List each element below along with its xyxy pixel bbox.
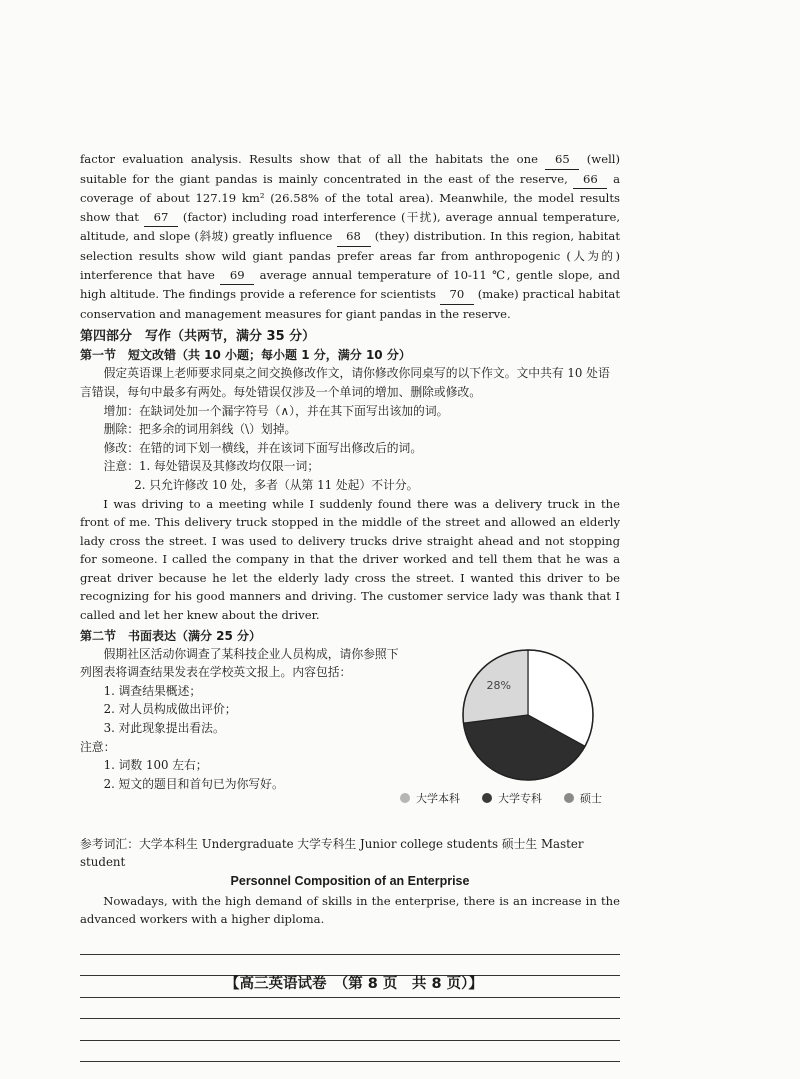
chart-legend xyxy=(400,790,630,806)
instruction: 2. 只允许修改 10 处，多者（从第 11 处起）不计分。 xyxy=(134,477,419,492)
legend-swatch xyxy=(482,793,492,803)
passage-text: a coverage of about 127.19 km² (26.58% of the total area). Meanwhile, the model results show that xyxy=(80,171,621,224)
pie-chart xyxy=(410,645,640,785)
blank-66[interactable]: 66 xyxy=(573,170,607,190)
legend-swatch xyxy=(400,793,410,803)
passage-text: (well) suitable for the giant pandas is mainly concentrated in the east of the reserve, xyxy=(80,152,621,186)
answer-line[interactable] xyxy=(80,933,620,955)
composition-title: Personnel Composition of an Enterprise xyxy=(230,873,470,888)
instruction: 假定英语课上老师要求同桌之间交换修改作文，请你修改你同桌写的以下作文。文中共有 10 处语言错误，每句中最多有两处。每处错误仅涉及一个单词的增加、删除或修改。 xyxy=(80,366,610,399)
note-item: 1. 词数 100 左右； xyxy=(103,758,208,773)
blank-68[interactable]: 68 xyxy=(337,227,371,247)
note-label: 注意： xyxy=(80,739,116,754)
legend-item xyxy=(400,790,460,806)
answer-lines[interactable] xyxy=(80,933,620,1062)
legend-item xyxy=(482,790,542,806)
passage-text: (make) practical habitat conservation and management measures for giant pandas in the reserve. xyxy=(80,287,621,321)
passage-text: factor evaluation analysis. Results show that of all the habitats the one xyxy=(80,152,538,166)
blank-65[interactable]: 65 xyxy=(545,150,579,170)
passage-text: (they) distribution. In this region, habitat selection results show wild giant pandas prefer areas far from anthropogenic (人为的) interference that have xyxy=(80,229,621,282)
note-item: 2. 短文的题目和首句已为你写好。 xyxy=(103,776,284,791)
passage-text: (factor) including road interference (干扰), average annual temperature, altitude, and slope (斜坡) greatly influence xyxy=(80,209,621,244)
legend-label: 硕士 xyxy=(580,791,602,805)
legend-label: 大学本科 xyxy=(416,791,460,805)
pie-slice-label: 28% xyxy=(486,678,511,692)
blank-67[interactable]: 67 xyxy=(144,208,178,228)
blank-69[interactable]: 69 xyxy=(220,266,254,286)
task-point: 1. 调查结果概述； xyxy=(103,683,202,698)
legend-swatch xyxy=(564,793,574,803)
exam-page xyxy=(80,150,620,1062)
answer-line[interactable] xyxy=(80,998,620,1020)
passage-text: average annual temperature of 10-11 ℃, gentle slope, and high altitude. The findings provide a reference for scientists xyxy=(80,267,620,302)
reading-passage xyxy=(80,150,620,323)
legend-label: 大学专科 xyxy=(498,791,542,805)
writing-task xyxy=(80,645,620,835)
blank-70[interactable]: 70 xyxy=(440,285,474,305)
answer-line[interactable] xyxy=(80,1041,620,1063)
section1-title: 第一节 短文改错（共 10 小题；每小题 1 分，满分 10 分） xyxy=(80,348,411,363)
page-footer: 【高三英语试卷 （第 8 页 共 8 页）】 xyxy=(225,976,483,992)
section2-title: 第二节 书面表达（满分 25 分） xyxy=(80,628,262,643)
instruction: 修改：在错的词下划一横线，并在该词下面写出修改后的词。 xyxy=(103,440,423,455)
legend-item xyxy=(564,790,602,806)
error-correction-essay: I was driving to a meeting while I suddenly found there was a delivery truck in the front of me. This delivery truck stopped in the middle of the street and allowed an elderly lady cross the street. I was used to delivery trucks drive straight ahead and not stopping for someone. I called the company in that the driver worked and tell them that he was a great driver because he let the elderly lady cross the street. I wanted this driver to be recognizing for his good manners and driving. The customer service lady was thank that I called and let her knew about the driver. xyxy=(80,496,620,623)
task-point: 3. 对此现象提出看法。 xyxy=(103,721,225,736)
instruction: 增加：在缺词处加一个漏字符号（∧），并在其下面写出该加的词。 xyxy=(103,403,449,418)
instruction: 删除：把多余的词用斜线（\）划掉。 xyxy=(103,422,297,437)
task-description: 假期社区活动你调查了某科技企业人员构成，请你参照下列图表将调查结果发表在学校英文报上。内容包括： xyxy=(80,646,399,680)
part4-title: 第四部分 写作（共两节，满分 35 分） xyxy=(80,329,316,345)
vocabulary-note: 参考词汇：大学本科生 Undergraduate 大学专科生 Junior college students 硕士生 Master student xyxy=(80,836,584,870)
task-point: 2. 对人员构成做出评价； xyxy=(103,702,237,717)
instruction: 注意：1. 每处错误及其修改均仅限一词； xyxy=(103,459,320,474)
composition-opening: Nowadays, with the high demand of skills in the enterprise, there is an increase in the advanced workers with a higher diploma. xyxy=(80,893,620,927)
answer-line[interactable] xyxy=(80,1019,620,1041)
